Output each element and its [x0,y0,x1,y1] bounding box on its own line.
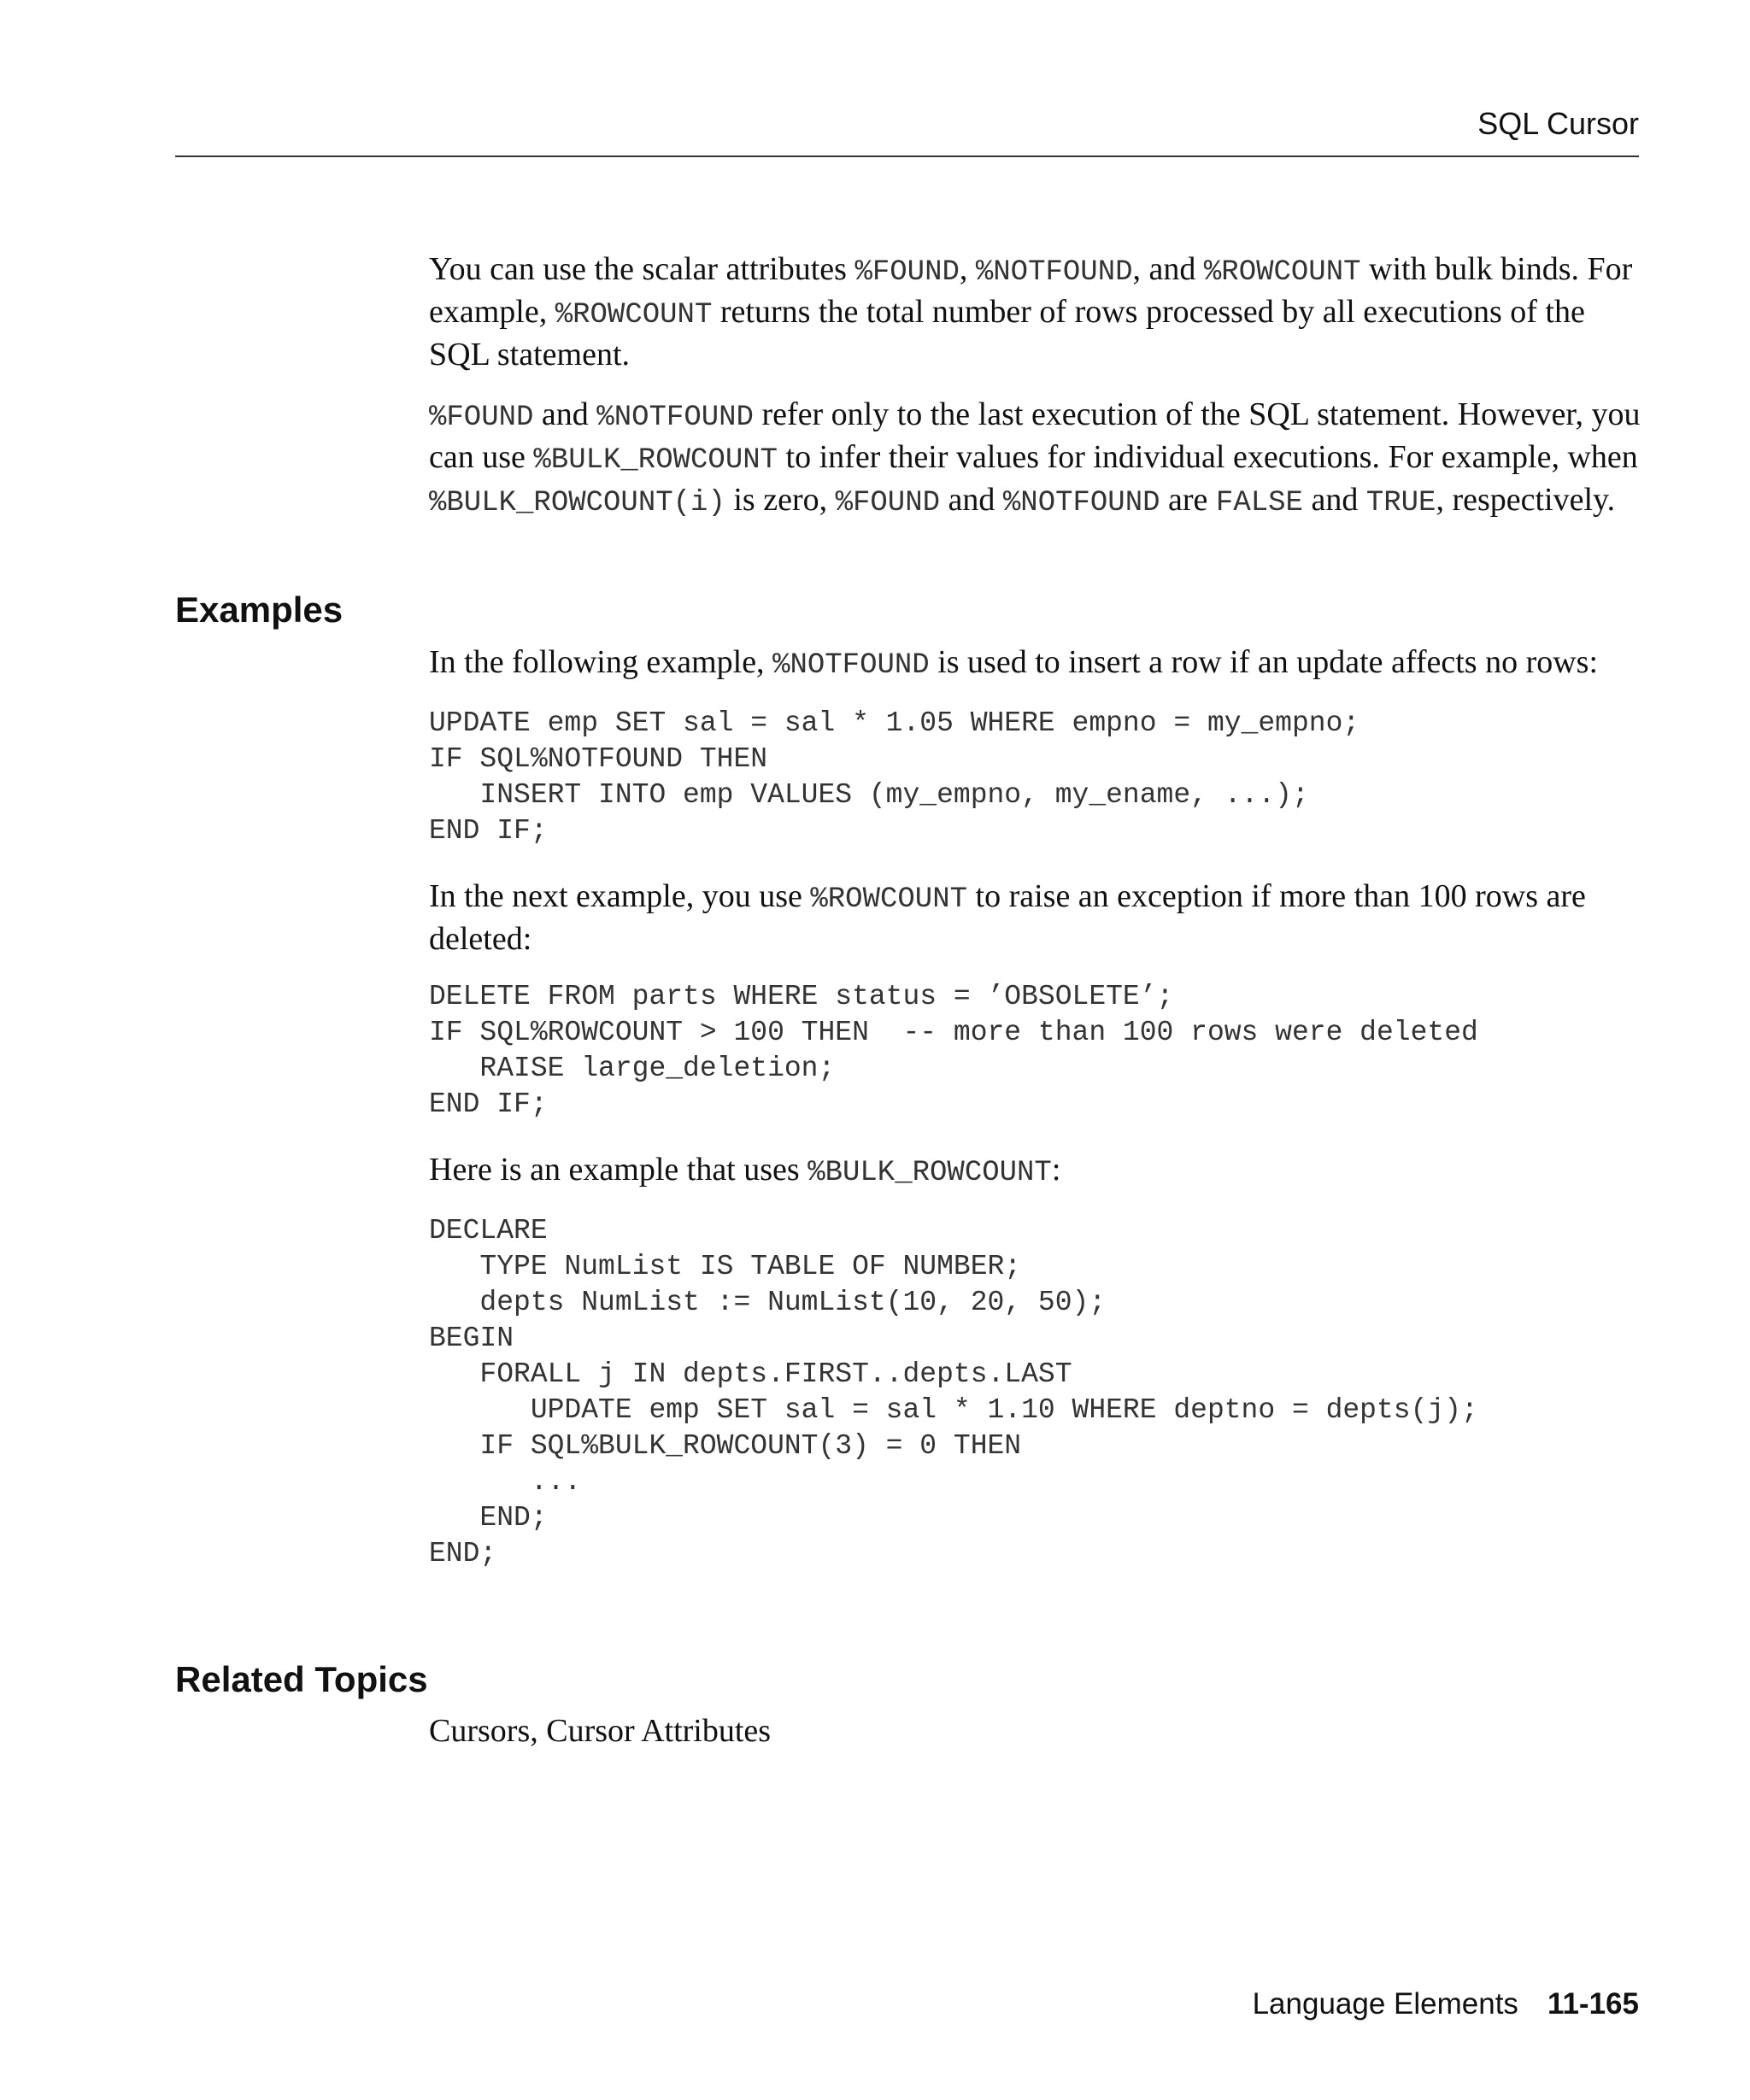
text-run: : [1051,1152,1061,1188]
inline-code: %ROWCOUNT [810,883,968,916]
text-run: is zero, [725,482,836,518]
code-block-bulk-rowcount: DECLARE TYPE NumList IS TABLE OF NUMBER; depts NumList := NumList(10, 20, 50); BEGIN FORALL j IN depts.FIRST..depts.LAST UPDATE emp SET sal = sal * 1.10 WHERE deptno = depts(j); IF SQL%BULK_ROWCOUNT(3) = 0 THEN ... END; END; [429,1215,1478,1569]
text-run: In the following example, [429,644,773,680]
running-header-title: SQL Cursor [1477,106,1639,141]
intro-section [429,249,1642,543]
code-block-update: UPDATE emp SET sal = sal * 1.05 WHERE empno = my_empno; IF SQL%NOTFOUND THEN INSERT INTO emp VALUES (my_empno, my_ename, ...); END IF; [429,707,1360,847]
text-run: with bulk binds. For example, [429,251,1633,330]
inline-code: %BULK_ROWCOUNT(i) [429,487,725,519]
text-run: to raise an exception if more than 100 rows are deleted: [429,878,1586,957]
inline-code: %FOUND [854,256,960,289]
inline-code: %BULK_ROWCOUNT [533,444,778,477]
inline-code: %ROWCOUNT [1203,256,1361,289]
inline-code: %NOTFOUND [596,402,754,434]
inline-code: %ROWCOUNT [555,299,713,331]
related-topics-section [429,1711,1642,1771]
inline-code: TRUE [1365,487,1436,519]
text-run: are [1160,482,1216,518]
text-run: and [1302,482,1366,518]
inline-code: FALSE [1215,487,1303,519]
text-run: and [533,396,597,432]
footer-section-title: Language Elements [1252,1987,1518,2021]
text-run: , and [1132,251,1204,287]
inline-code: %FOUND [429,402,534,434]
inline-code: %FOUND [835,487,941,519]
text-run: returns the total number of rows processed by all executions of the SQL statement. [429,294,1585,372]
inline-code: %NOTFOUND [1002,487,1160,519]
intro-paragraph-1 [429,249,1642,374]
header-rule [175,155,1639,157]
text-run: Here is an example that uses [429,1152,808,1188]
related-topics-links: Cursors, Cursor Attributes [429,1713,772,1749]
examples-section [429,642,1642,1599]
text-run: , respectively. [1436,482,1616,518]
example-paragraph-1 [429,642,1642,685]
text-run: and [940,482,1003,518]
inline-code: %BULK_ROWCOUNT [807,1157,1052,1189]
page-footer [1253,1987,1639,2021]
inline-code: %NOTFOUND [772,649,930,682]
text-run: refer only to the last execution of the SQL statement. However, you can use [429,396,1641,475]
related-topics-heading: Related Topics [175,1659,428,1699]
code-block-delete: DELETE FROM parts WHERE status = ’OBSOLETE’; IF SQL%ROWCOUNT > 100 THEN -- more than 100 rows were deleted RAISE large_deletion; END IF; [429,981,1478,1120]
intro-paragraph-2 [429,395,1642,523]
text-run: to infer their values for individual executions. For example, when [778,439,1638,475]
text-run: You can use the scalar attributes [429,251,855,287]
text-run: is used to insert a row if an update affects no rows: [929,644,1599,680]
page-number: 11-165 [1547,1987,1639,2021]
example-paragraph-3 [429,1150,1642,1193]
inline-code: %NOTFOUND [975,256,1133,289]
examples-heading: Examples [175,590,344,630]
example-paragraph-2 [429,877,1642,959]
text-run: In the next example, you use [429,878,811,914]
text-run: , [959,251,976,287]
